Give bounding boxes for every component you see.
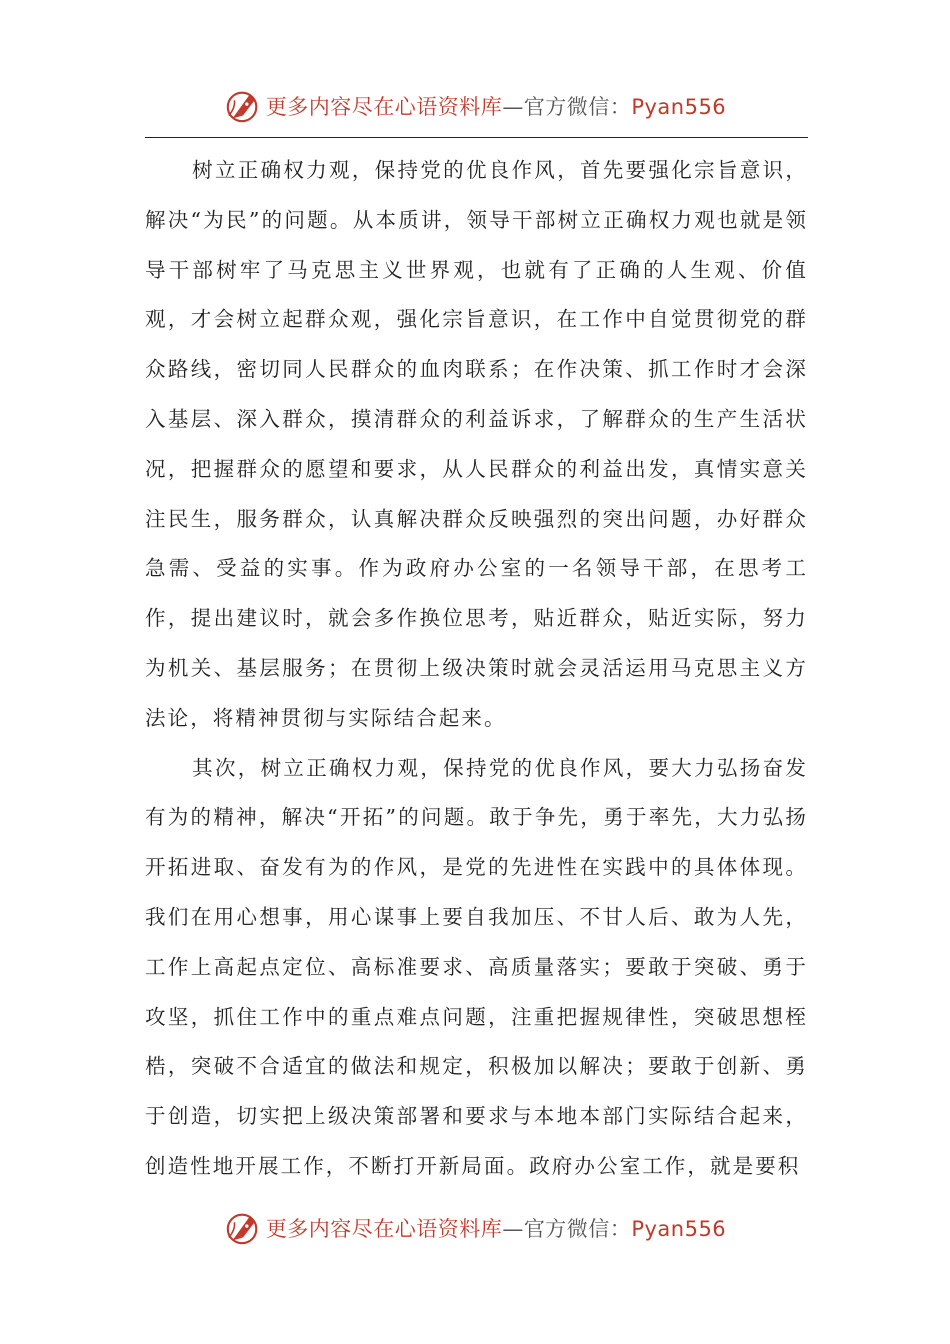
footer-banner-account-id: Pyan556: [631, 1217, 727, 1241]
pen-nib-circle-icon: [224, 1209, 262, 1247]
footer-banner-main: 更多内容尽在心语资料库: [265, 1217, 503, 1241]
footer-banner: [0, 1206, 950, 1250]
header-banner-main: 更多内容尽在心语资料库: [265, 95, 503, 119]
pen-nib-circle-icon: [224, 87, 262, 125]
paragraph-2: 其次，树立正确权力观，保持党的优良作风，要大力弘扬奋发有为的精神，解决“开拓”的问题。敢于争先，勇于率先，大力弘扬开拓进取、奋发有为的作风，是党的先进性在实践中的具体体现。我们在用心想事，用心谋事上要自我加压、不甘人后、敢为人先，工作上高起点定位、高标准要求、高质量落实；要敢于突破、勇于攻坚，抓住工作中的重点难点问题，注重把握规律性，突破思想桎梏，突破不合适宜的做法和规定，积极加以解决；要敢于创新、勇于创造，切实把上级决策部署和要求与本地本部门实际结合起来，创造性地开展工作，不断打开新局面。政府办公室工作，就是要积: [145, 755, 808, 1178]
document-body: [145, 146, 808, 1192]
header-banner-dash: —: [502, 95, 524, 119]
header-banner-account-id: Pyan556: [631, 95, 727, 119]
footer-banner-text: [266, 1213, 726, 1243]
header-banner: [0, 84, 950, 128]
paragraph-1: 树立正确权力观，保持党的优良作风，首先要强化宗旨意识，解决“为民”的问题。从本质讲，领导干部树立正确权力观也就是领导干部树牢了马克思主义世界观，也就有了正确的人生观、价值观，才会树立起群众观，强化宗旨意识，在工作中自觉贯彻党的群众路线，密切同人民群众的血肉联系；在作决策、抓工作时才会深入基层、深入群众，摸清群众的利益诉求，了解群众的生产生活状况，把握群众的愿望和要求，从人民群众的利益出发，真情实意关注民生，服务群众，认真解决群众反映强烈的突出问题，办好群众急需、受益的实事。作为政府办公室的一名领导干部，在思考工作，提出建议时，就会多作换位思考，贴近群众，贴近实际，努力为机关、基层服务；在贯彻上级决策时就会灵活运用马克思主义方法论，将精神贯彻与实际结合起来。: [145, 158, 808, 730]
header-divider: [145, 137, 808, 138]
footer-banner-official-label: 官方微信：: [523, 1217, 632, 1241]
footer-banner-dash: —: [502, 1217, 524, 1241]
header-banner-official-label: 官方微信：: [523, 95, 632, 119]
header-banner-text: [266, 91, 726, 121]
